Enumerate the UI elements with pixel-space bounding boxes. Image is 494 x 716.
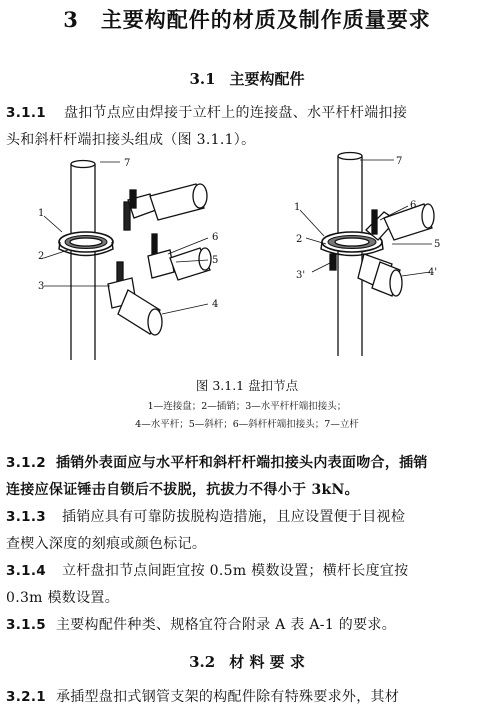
section-title: 主要构配件 bbox=[229, 70, 305, 88]
clause-number: 3.1.1 bbox=[6, 105, 46, 121]
clause-3-1-2 bbox=[6, 450, 488, 504]
clause-3-1-3 bbox=[6, 504, 488, 558]
legend-line2: 4—水平杆；5—斜杆；6—斜杆杆端扣接头；7—立杆 bbox=[135, 419, 359, 430]
clause-3-2-1 bbox=[6, 684, 488, 711]
section-number: 3.1 bbox=[189, 70, 216, 88]
clause-text-line2: 0.3m 模数设置。 bbox=[6, 590, 119, 606]
clause-text-line1: 主要构配件种类、规格宜符合附录 A 表 A-1 的要求。 bbox=[55, 617, 396, 633]
right-label-7: 7 bbox=[396, 156, 403, 167]
section-title: 材 料 要 求 bbox=[229, 653, 305, 671]
section-number: 3.2 bbox=[189, 653, 216, 671]
clause-3-1-5 bbox=[6, 612, 488, 639]
right-label-1: 1 bbox=[294, 202, 301, 213]
left-label-6: 6 bbox=[212, 232, 219, 243]
clause-number: 3.1.4 bbox=[6, 563, 46, 579]
section-heading-3-2 bbox=[0, 651, 494, 672]
clause-3-1-1 bbox=[6, 100, 488, 154]
clause-text-line1: 插销外表面应与水平杆和斜杆杆端扣接头内表面吻合，插销 bbox=[55, 455, 428, 471]
right-label-2: 2 bbox=[296, 234, 303, 245]
chapter-title-text: 主要构配件的材质及制作质量要求 bbox=[100, 7, 431, 32]
left-label-5: 5 bbox=[212, 255, 219, 266]
clause-text-line1: 盘扣节点应由焊接于立杆上的连接盘、水平杆杆端扣接 bbox=[63, 105, 408, 121]
figure-legend bbox=[0, 398, 494, 434]
right-label-4prime: 4' bbox=[428, 267, 438, 278]
right-label-6: 6 bbox=[410, 200, 417, 211]
clause-text-line1: 承插型盘扣式钢管支架的构配件除有特殊要求外，其材 bbox=[55, 689, 400, 705]
left-label-7: 7 bbox=[124, 158, 131, 169]
clause-number: 3.1.5 bbox=[6, 617, 46, 633]
right-label-3prime: 3' bbox=[296, 270, 306, 281]
right-label-5: 5 bbox=[434, 239, 441, 250]
clause-text-line2: 头和斜杆杆端扣接头组成（图 3.1.1）。 bbox=[6, 132, 256, 148]
clause-text-line1: 插销应具有可靠防拔脱构造措施，且应设置便于目视检 bbox=[61, 509, 406, 525]
left-label-1: 1 bbox=[38, 208, 45, 219]
clause-text-line1: 立杆盘扣节点间距宜按 0.5m 模数设置；横杆长度宜按 bbox=[61, 563, 409, 579]
clause-3-1-4 bbox=[6, 558, 488, 612]
legend-line1: 1—连接盘；2—插销；3—水平杆杆端扣接头； bbox=[147, 401, 347, 412]
clause-number: 3.1.3 bbox=[6, 509, 46, 525]
clause-text-line2: 查楔入深度的刻痕或颜色标记。 bbox=[6, 536, 207, 552]
figure-disc-lock-node bbox=[0, 150, 494, 372]
clause-text-line2: 连接应保证锤击自锁后不拔脱，抗拔力不得小于 3kN。 bbox=[6, 482, 359, 498]
left-label-2: 2 bbox=[38, 251, 45, 262]
clause-number: 3.1.2 bbox=[6, 455, 46, 471]
left-label-4: 4 bbox=[212, 299, 219, 310]
clause-number: 3.2.1 bbox=[6, 689, 46, 705]
left-node-drawing bbox=[59, 161, 211, 361]
figure-caption: 图 3.1.1 盘扣节点 bbox=[195, 378, 299, 393]
section-heading-3-1 bbox=[0, 68, 494, 89]
chapter-number: 3 bbox=[63, 7, 79, 32]
chapter-title bbox=[0, 4, 494, 34]
left-label-3: 3 bbox=[38, 281, 45, 292]
right-node-drawing bbox=[321, 153, 434, 357]
